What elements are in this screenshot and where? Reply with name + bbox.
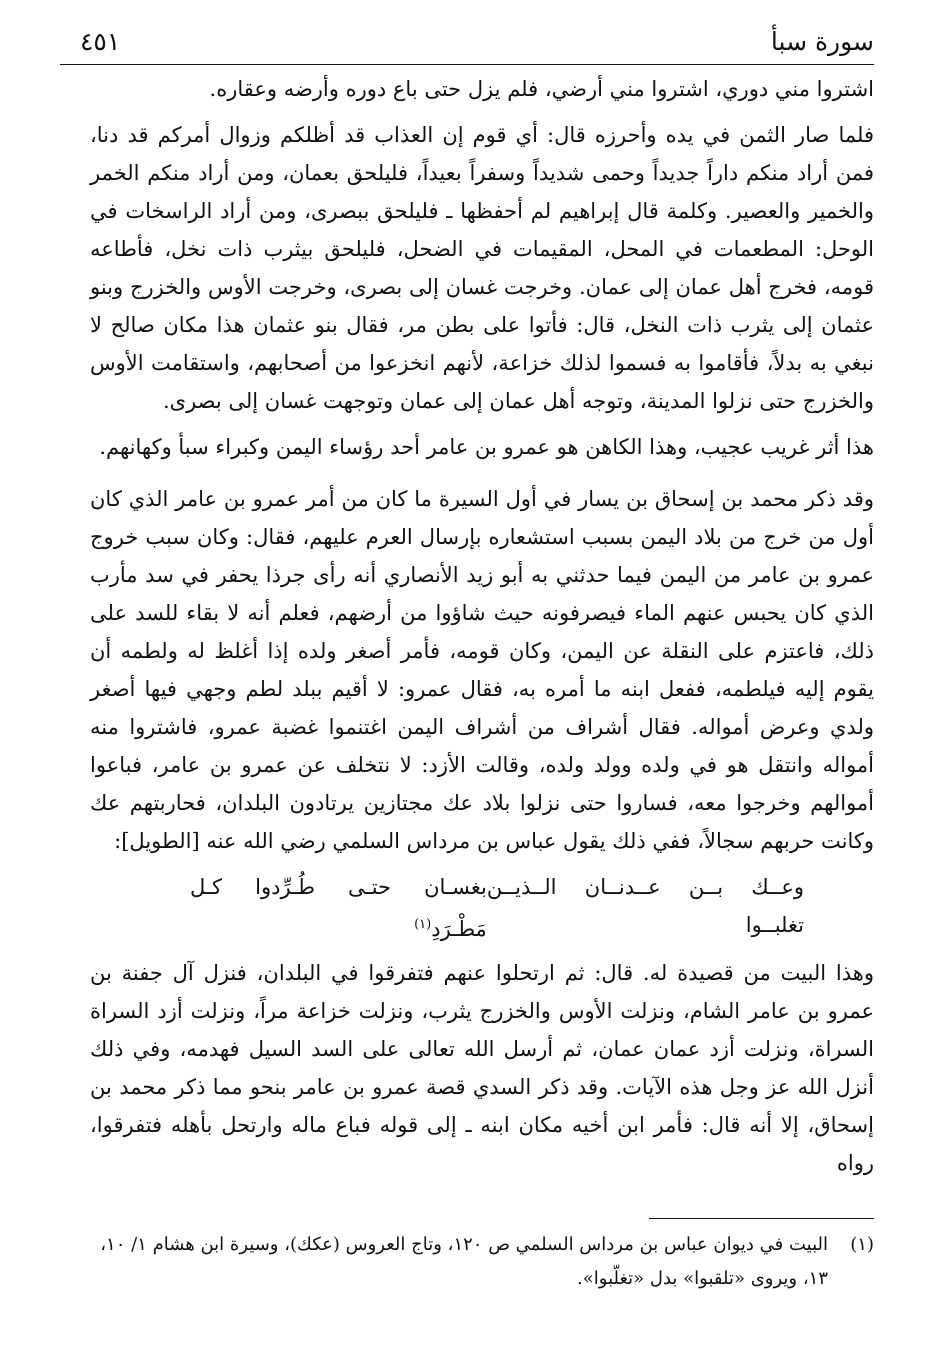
footnote-number: (١) [850,1234,874,1255]
header-divider [60,64,874,65]
footnote-line: (١)البيت في ديوان عباس بن مرداس السلمي ص ١٢٠، وتاج العروس (عكك)، وسيرة ابن هشام ١/ ١٠، [90,1228,874,1262]
footnote [90,1228,874,1296]
paragraph: هذا أثر غريب عجيب، وهذا الكاهن هو عمرو بن عامر أحد رؤساء اليمن وكبراء سبأ وكهانهم. [99,435,874,459]
page-number: ٤٥١ [80,27,121,56]
verse-first-hemistich: وعــك بــن عــدنــان الــذيــن تغلبــوا [486,875,804,937]
paragraph: وقد ذكر محمد بن إسحاق بن يسار في أول السيرة ما كان من أمر عمرو بن عامر الذي كان أول من خرج من بلاد اليمن بسبب استشعاره بإرسال العرم عليهم، فقال: وكان سبب خروج عمرو بن عامر من اليمن فيما حدثني به أبو زيد الأنصاري أنه رأى جرذا يحفر في سد مأرب الذي كان يحبس عنهم الماء فيصرفونه حيث شاؤوا من أرضهم، فعلم أنه لا بقاء للسد على ذلك، فاعتزم على النقلة عن اليمن، وكان قومه، فأمر أصغر ولده إذا أغلظ له ولطمه أن يقوم إليه فيلطمه، ففعل ابنه ما أمره به، فقال عمرو: لا أقيم ببلد لطم وجهي فيها أصغر ولدي وعرض أمواله. فقال أشراف من أشراف اليمن اغتنموا غضبة عمرو، فاشتروا منه أمواله وانتقل هو في ولده وولد ولده، وقالت الأزد: لا نتخلف عن عمرو بن عامر، فباعوا أموالهم وخرجوا معه، فساروا حتى نزلوا بلاد عك مجتازين يرتادون البلدان، فحاربتهم عك وكانت حربهم سجالاً، ففي ذلك يقول عباس بن مرداس السلمي رضي الله عنه [الطويل]: [90,487,874,853]
poetry-verse [90,868,874,948]
surah-title: سورة سبأ [770,27,874,56]
page-header [80,22,874,56]
paragraph: اشتروا مني دوري، اشتروا مني أرضي، فلم يزل حتى باع دوره وأرضه وعقاره. [209,77,874,101]
paragraph: فلما صار الثمن في يده وأحرزه قال: أي قوم إن العذاب قد أظلكم وزوال أمركم قد دنا، فمن أراد منكم داراً جديداً وحمى شديداً وسفراً بعيداً، فليلحق بعمان، ومن أراد منكم الخمر والخمير والعصير. وكلمة قال إبراهيم لم أحفظها ـ فليلحق ببصرى، ومن أراد الراسخات في الوحل: المطعمات في المحل، المقيمات في الضحل، فليلحق بيثرب ذات نخل، فأطاعه قومه، فخرج أهل عمان إلى عمان. وخرجت غسان إلى بصرى، وخرجت الأوس والخزرج وبنو عثمان إلى يثرب ذات النخل، قال: فأتوا على بطن مر، فقال بنو عثمان هذا مكان صالح لا نبغي به بدلاً، فأقاموا به فسموا لذلك خزاعة، لأنهم انخزعوا من أصحابهم، واستقامت الأوس والخزرج حتى نزلوا المدينة، وتوجه أهل عمان إلى عمان وتوجهت غسان إلى بصرى. [90,123,874,413]
footnote-line: ١٣، ويروى «تلقبوا» بدل «تغلّبوا». [577,1268,828,1289]
footnote-divider [649,1218,874,1219]
main-text [90,70,874,1182]
verse-second-hemistich: بغسـان حتـى طُـرِّدوا كـل مَطْـرَدِ$^{(١)}$ [190,875,487,941]
footnote-marker: (١) [414,917,432,932]
paragraph: وهذا البيت من قصيدة له. قال: ثم ارتحلوا عنهم فتفرقوا في البلدان، فنزل آل جفنة بن عمرو بن عامر الشام، ونزلت الأوس والخزرج يثرب، ونزلت خزاعة مراً، ونزلت أزد السراة السراة، ونزلت أزد عمان عمان، ثم أرسل الله تعالى على السد السيل فهدمه، وفي ذلك أنزل الله عز وجل هذه الآيات. وقد ذكر السدي قصة عمرو بن عامر بنحو مما ذكر محمد بن إسحاق، إلا أنه قال: فأمر ابن أخيه مكان ابنه ـ إلى قوله فباع ماله وارتحل بأهله فتفرقوا، رواه [90,961,874,1175]
